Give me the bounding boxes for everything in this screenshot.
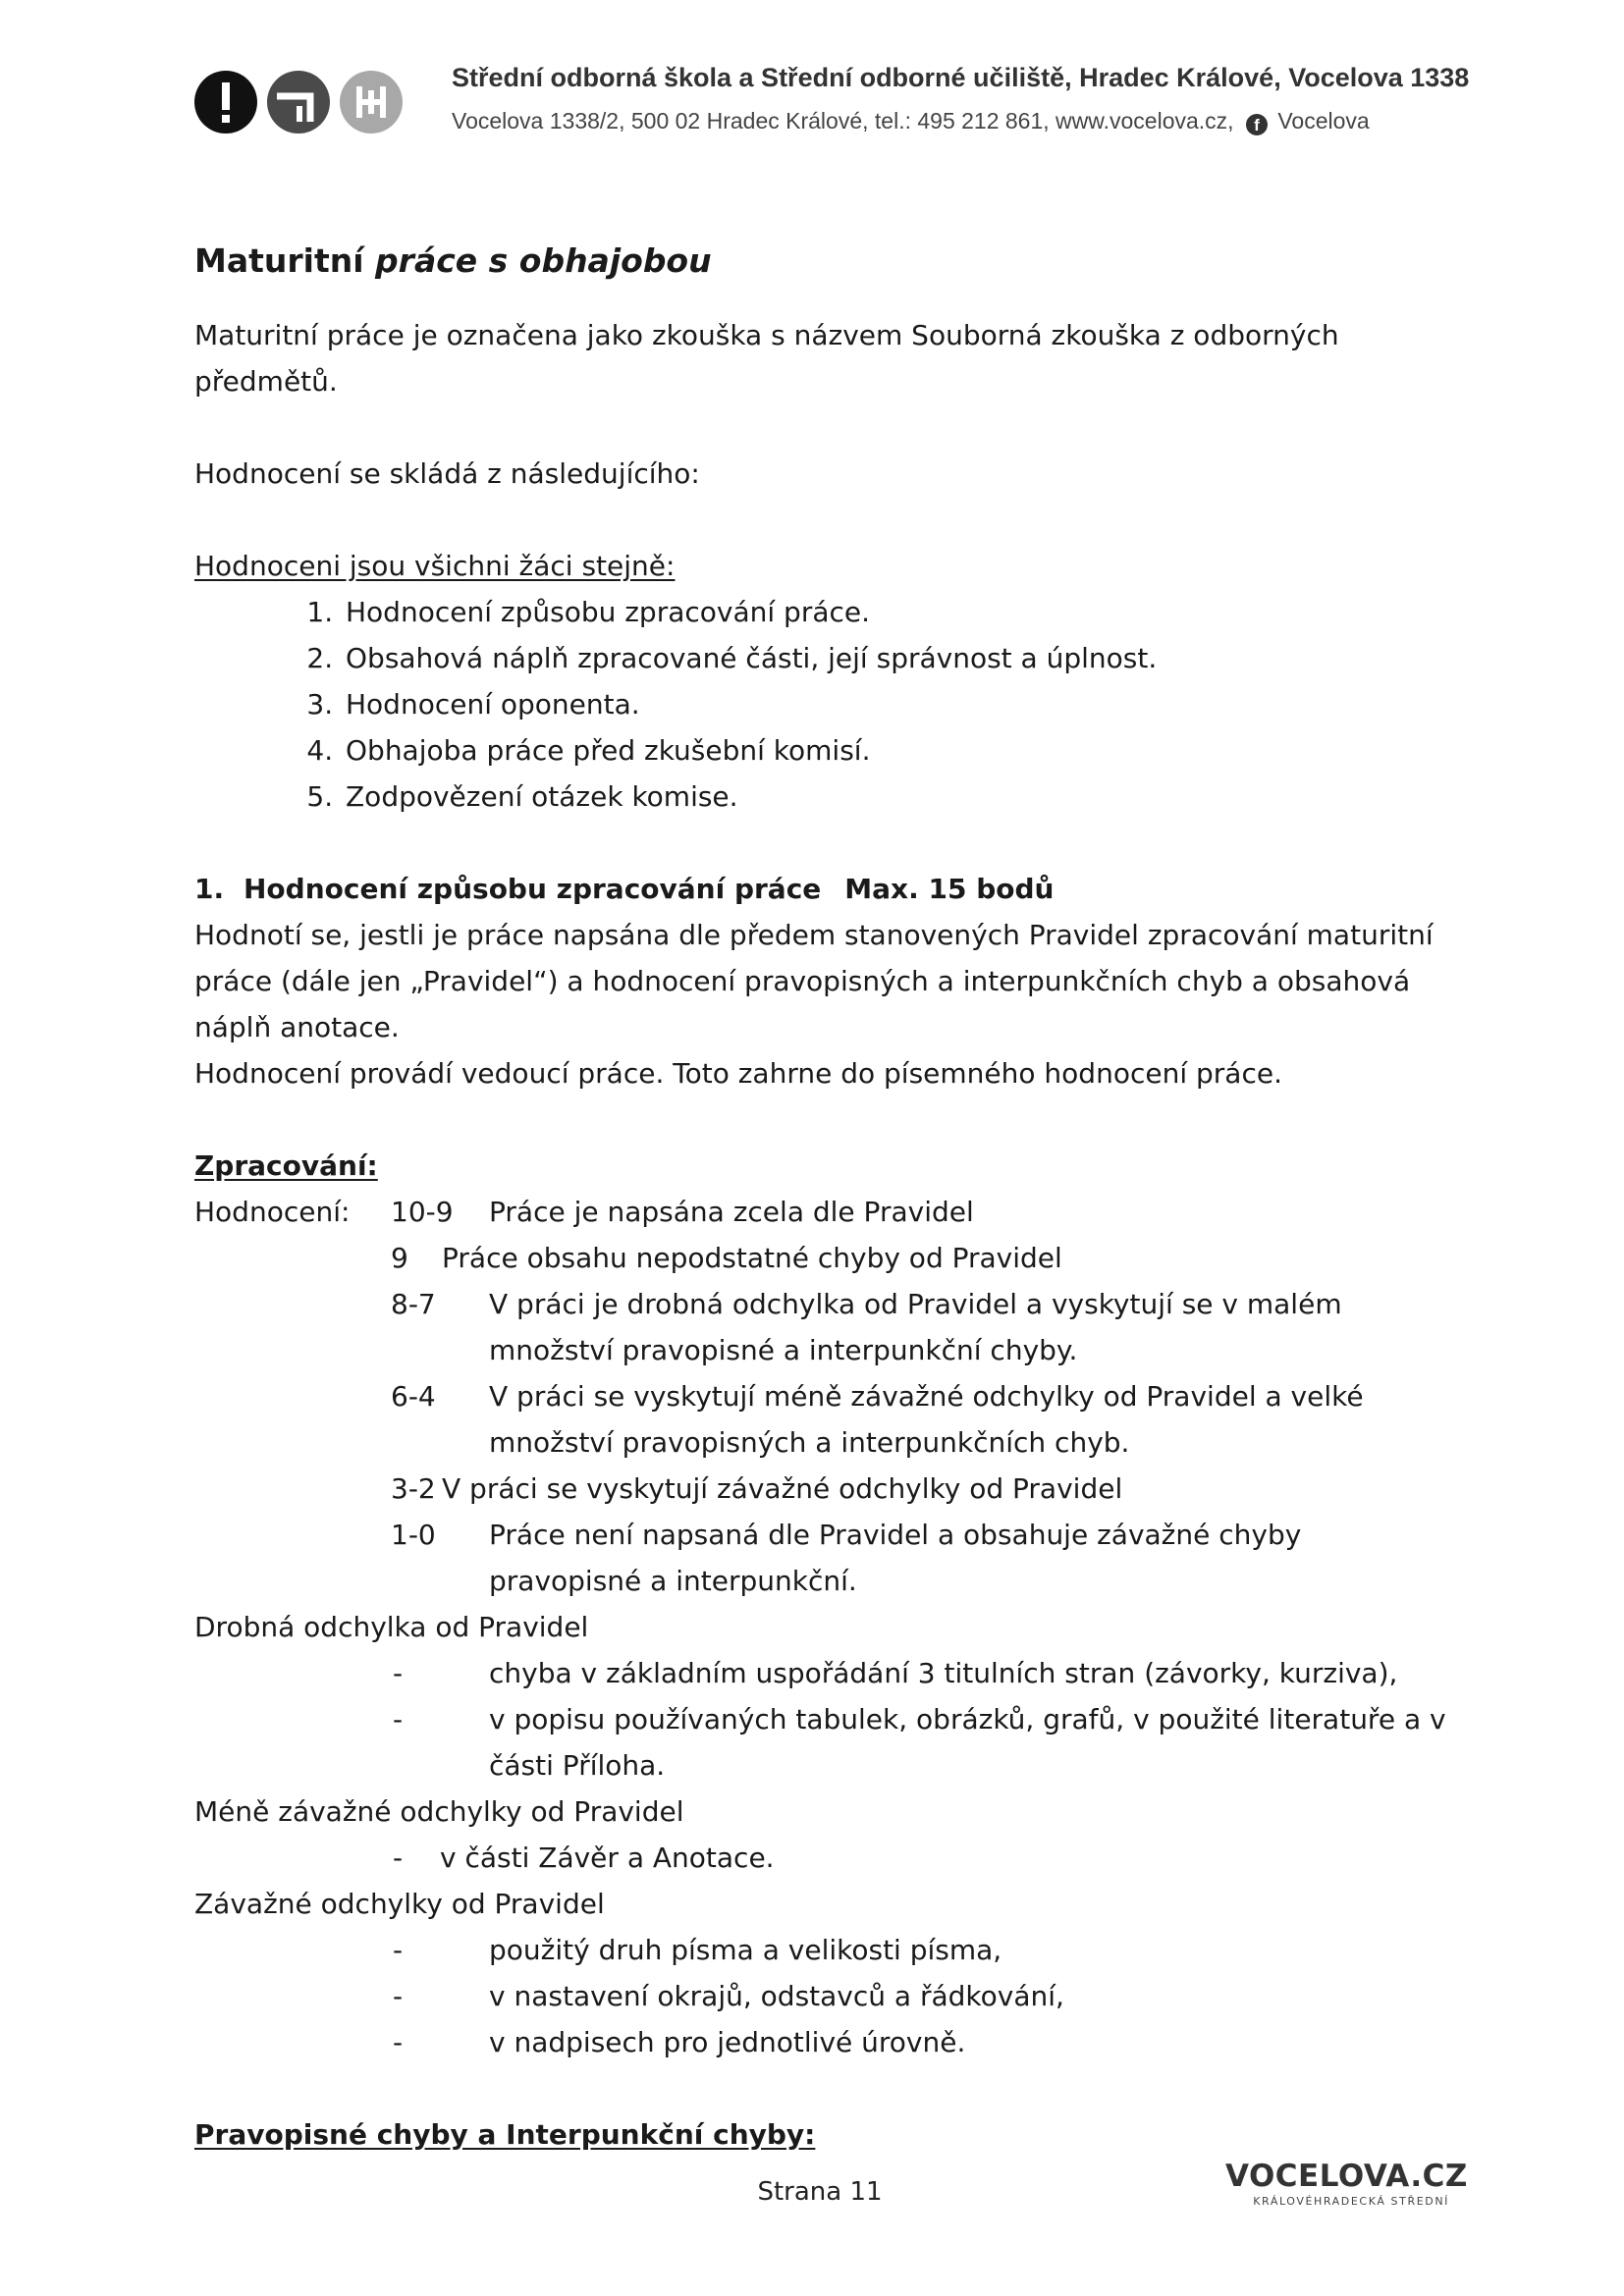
section-title: Hodnocení způsobu zpracování práce xyxy=(244,873,822,905)
processing-heading: Zpracování: xyxy=(194,1149,378,1182)
list-item: 4. Obhajoba práce před zkušební komisí. xyxy=(342,727,1451,774)
grade-text: Práce je napsána zcela dle Pravidel xyxy=(489,1196,974,1228)
list-item: 2. Obsahová náplň zpracované části, její správnost a úplnost. xyxy=(342,635,1451,681)
title-normal: Maturitní xyxy=(194,241,364,280)
list-item: 1. Hodnocení způsobu zpracování práce. xyxy=(342,589,1451,635)
grade-score: 6-4 xyxy=(391,1380,436,1413)
grade-text: V práci je drobná odchylka od Pravidel a vyskytují se v malém množství pravopisné a interpunkční chyby. xyxy=(489,1288,1342,1366)
intro-paragraph: Maturitní práce je označena jako zkouška s názvem Souborná zkouška z odborných předmětů. xyxy=(194,319,1339,398)
brand-logo xyxy=(1225,2159,1468,2208)
section-paragraph: Hodnotí se, jestli je práce napsána dle předem stanovených Pravidel zpracování maturitní práce (dále jen „Pravidel“) a hodnocení pravopisných a interpunkčních chyb a obsahová náplň anotace. xyxy=(194,919,1434,1043)
grade-row xyxy=(194,1281,1451,1373)
list-item: - v popisu používaných tabulek, obrázků, grafů, v použité literatuře a v části Příloha. xyxy=(393,1703,1446,1782)
letterhead xyxy=(194,61,1470,149)
list-item: - v části Závěr a Anotace. xyxy=(393,1842,775,1874)
grade-text: Práce není napsaná dle Pravidel a obsahuje závažné chyby pravopisné a interpunkční. xyxy=(489,1519,1302,1597)
school-name: Střední odborná škola a Střední odborné učiliště, Hradec Králové, Vocelova 1338 xyxy=(452,63,1470,92)
school-address xyxy=(452,108,1370,135)
grade-text: V práci se vyskytují závažné odchylky od Pravidel xyxy=(442,1472,1123,1505)
list-item: 5. Zodpovězení otázek komise. xyxy=(342,774,1451,820)
minor-deviation-heading: Drobná odchylka od Pravidel xyxy=(194,1611,589,1643)
page-title xyxy=(194,232,1451,291)
all-students-heading: Hodnoceni jsou všichni žáci stejně: xyxy=(194,550,676,582)
address-text: Vocelova 1338/2, 500 02 Hradec Králové, tel.: 495 212 861, www.vocelova.cz, xyxy=(452,108,1234,133)
grade-row xyxy=(194,1373,1451,1466)
grade-text: V práci se vyskytují méně závažné odchylky od Pravidel a velké množství pravopisných a interpunkčních chyb. xyxy=(489,1380,1364,1459)
composition-paragraph: Hodnocení se skládá z následujícího: xyxy=(194,457,700,490)
section-number: 1. xyxy=(194,873,225,905)
section-paragraph-2: Hodnocení provádí vedoucí práce. Toto zahrne do písemného hodnocení práce. xyxy=(194,1057,1282,1090)
errors-heading: Pravopisné chyby a Interpunkční chyby: xyxy=(194,2118,816,2151)
evaluation-label: Hodnocení: xyxy=(194,1196,351,1228)
brand-name: VOCELOVA.CZ xyxy=(1225,2159,1468,2194)
h-logo-icon xyxy=(340,71,403,133)
list-item: - použitý druh písma a velikosti písma, xyxy=(393,1934,1002,1966)
grade-text: Práce obsahu nepodstatné chyby od Pravidel xyxy=(442,1242,1062,1274)
school-logos xyxy=(194,71,401,139)
criteria-list xyxy=(194,589,1451,820)
section-heading xyxy=(194,866,1451,912)
grade-row xyxy=(194,1466,1451,1512)
list-item: - v nadpisech pro jednotlivé úrovně. xyxy=(393,2026,966,2058)
grade-score: 8-7 xyxy=(391,1288,436,1320)
grade-score: 1-0 xyxy=(391,1519,436,1551)
grade-row xyxy=(194,1235,1451,1281)
section-max-points: Max. 15 bodů xyxy=(844,873,1055,905)
facebook-icon: f xyxy=(1246,114,1268,135)
serious-heading: Závažné odchylky od Pravidel xyxy=(194,1888,605,1920)
grade-row xyxy=(194,1189,1451,1235)
title-italic: práce s obhajobou xyxy=(375,241,712,280)
list-item: - chyba v základním uspořádání 3 titulních stran (závorky, kurziva), xyxy=(393,1657,1398,1689)
exclamation-logo-icon xyxy=(194,71,257,133)
brand-subtitle: KRÁLOVÉHRADECKÁ STŘEDNÍ xyxy=(1253,2195,1449,2208)
grade-score: 9 xyxy=(391,1242,408,1274)
list-item: - v nastavení okrajů, odstavců a řádkování, xyxy=(393,1980,1064,2012)
grade-score: 3-2 xyxy=(391,1472,436,1505)
document-body xyxy=(194,232,1451,2158)
page-number: Strana 11 xyxy=(757,2177,883,2207)
pipe-logo-icon xyxy=(267,71,330,133)
facebook-label: Vocelova xyxy=(1277,108,1370,133)
grade-score: 10-9 xyxy=(391,1196,454,1228)
list-item: 3. Hodnocení oponenta. xyxy=(342,681,1451,727)
less-serious-heading: Méně závažné odchylky od Pravidel xyxy=(194,1795,684,1828)
grade-row xyxy=(194,1512,1451,1604)
